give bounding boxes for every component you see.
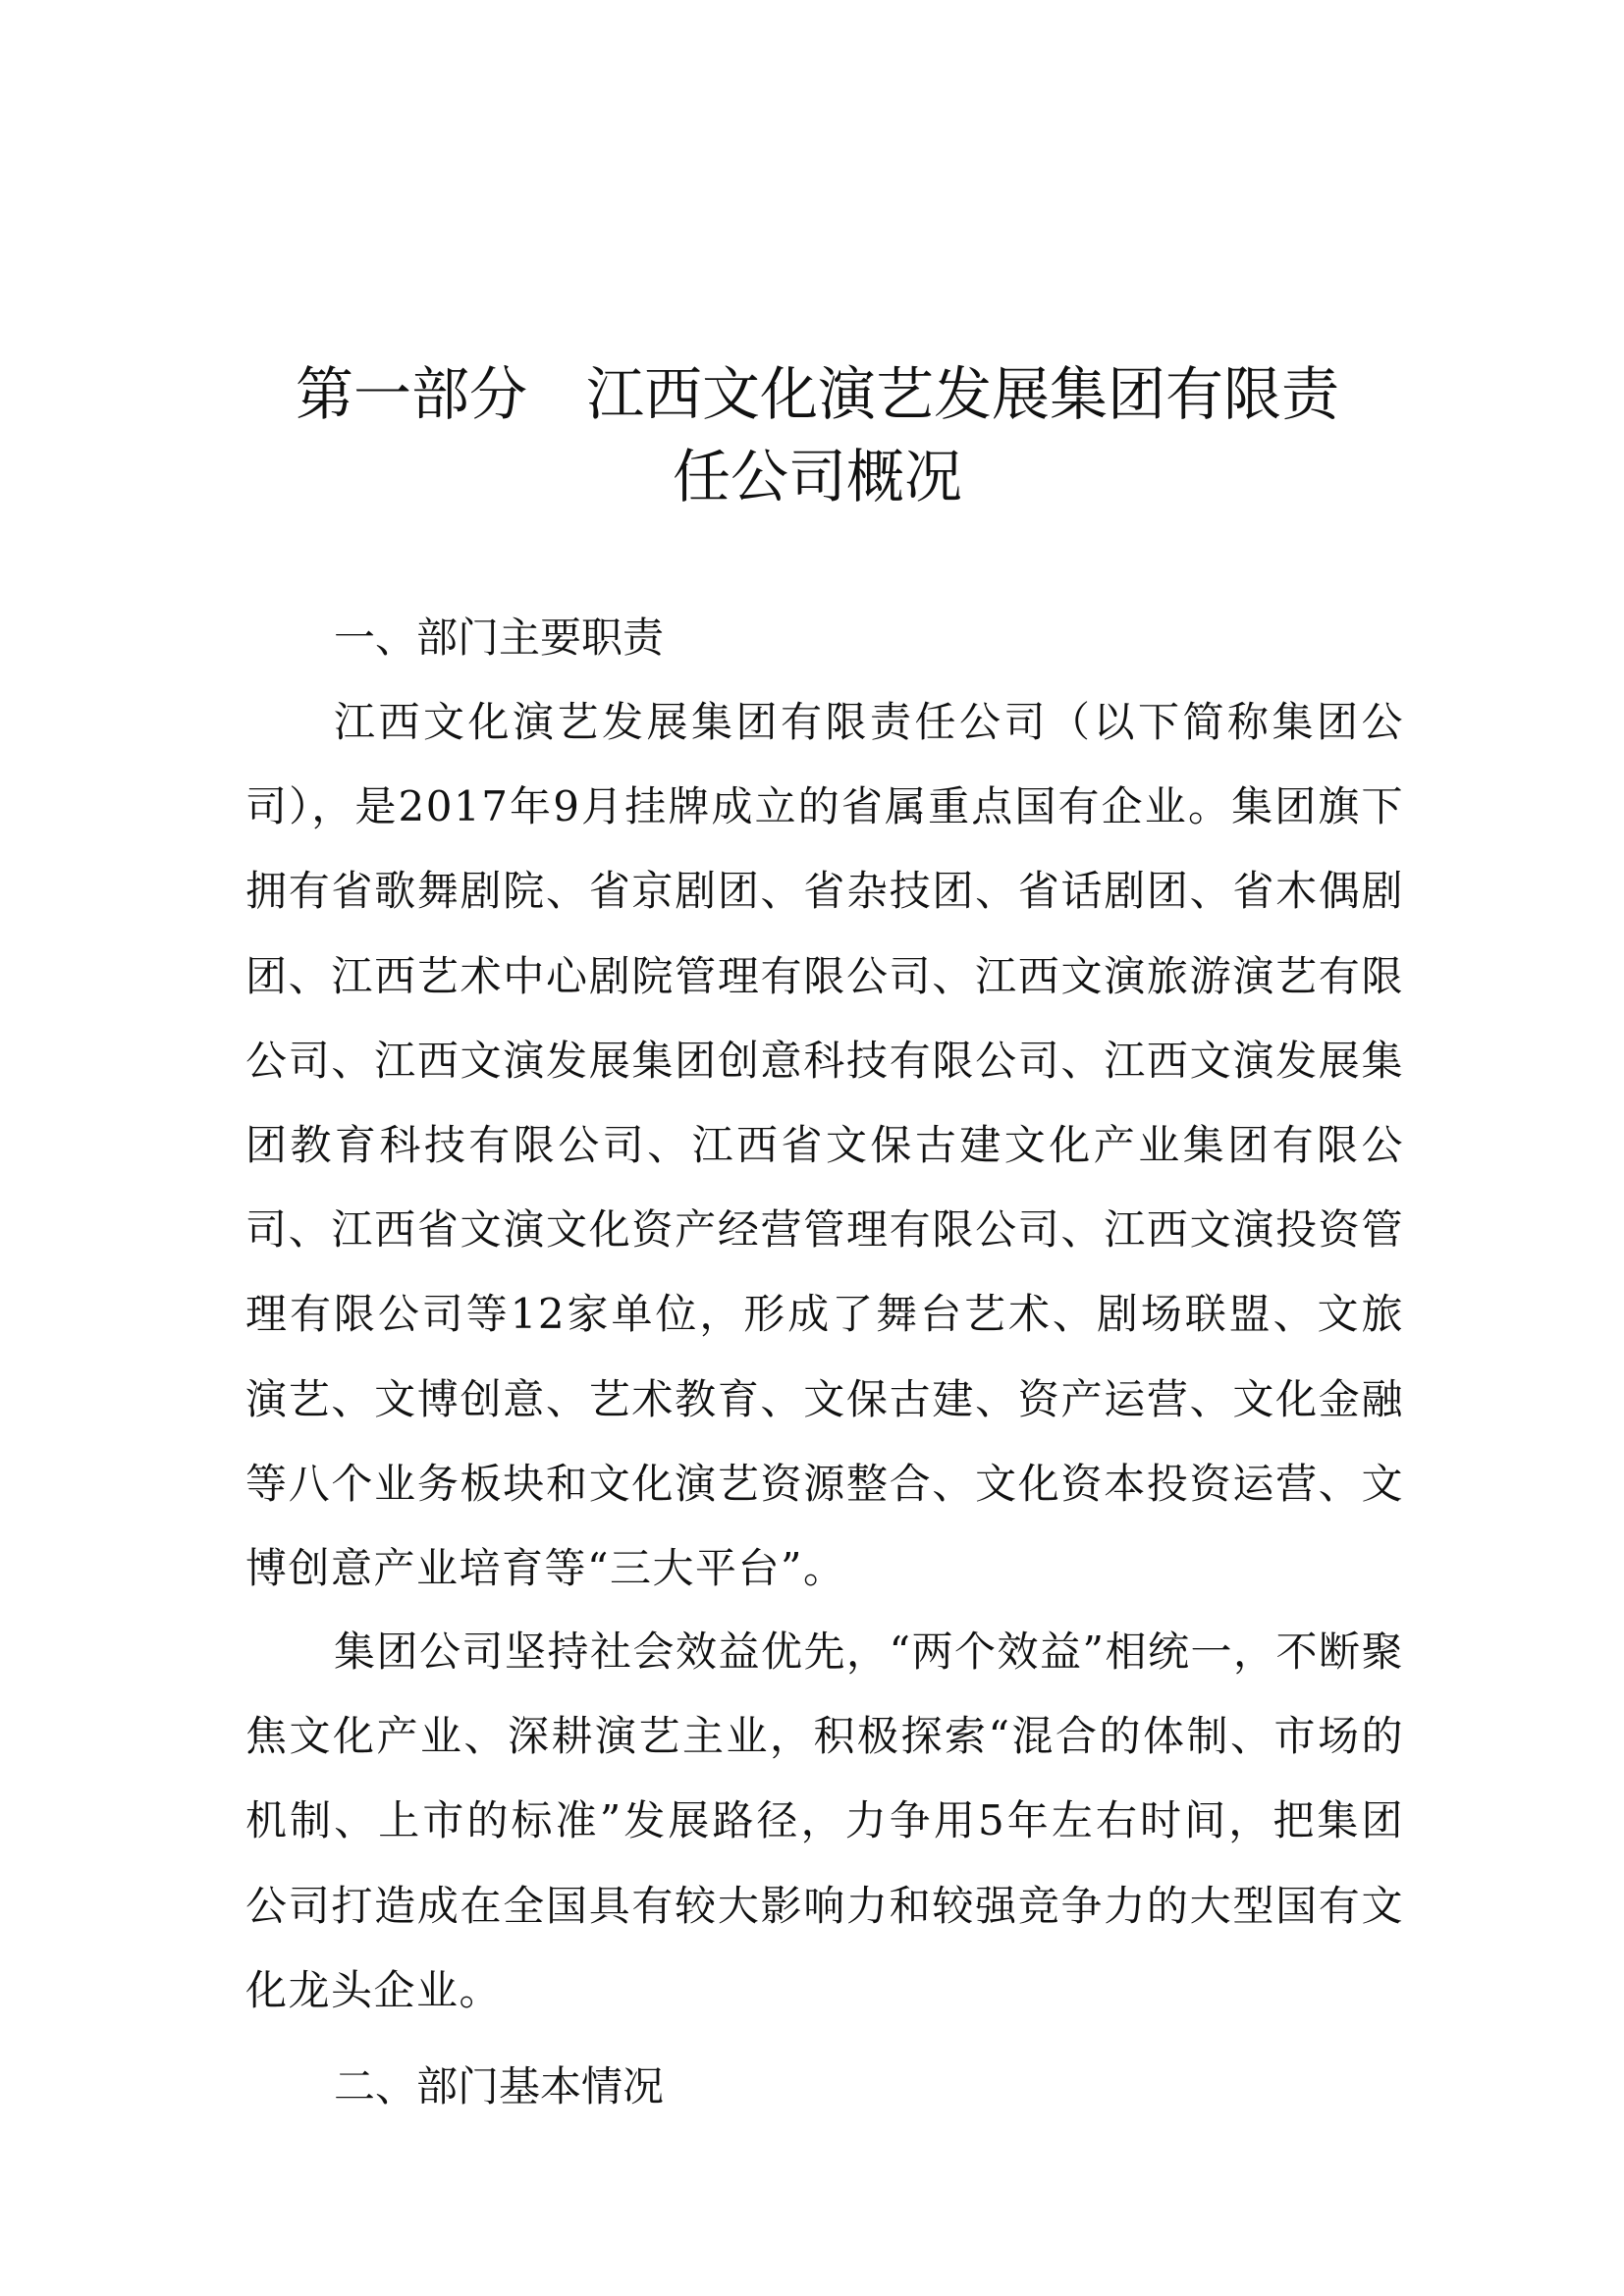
title-line-2: 任公司概况 <box>672 443 962 510</box>
title-line-1 <box>245 353 1389 436</box>
paragraph-group-strategy: 集团公司坚持社会效益优先，“两个效益”相统一，不断聚焦文化产业、深耕演艺主业，积极探索“混合的体制、市场的机制、上市的标准”发展路径，力争用5年左右时间，把集团公司打造成在全国具有较大影响力和较强竞争力的大型国有文化龙头企业。 <box>245 1628 1404 2014</box>
section-heading-basic-info: 二、部门基本情况 <box>334 2062 665 2110</box>
document-title <box>245 353 1389 518</box>
title-line-1-text: 江西文化演艺发展集团有限责 <box>586 360 1340 428</box>
paragraph-group-overview: 江西文化演艺发展集团有限责任公司（以下简称集团公司），是2017年9月挂牌成立的省属重点国有企业。集团旗下拥有省歌舞剧院、省京剧团、省杂技团、省话剧团、省木偶剧团、江西艺术中心剧院管理有限公司、江西文演旅游演艺有限公司、江西文演发展集团创意科技有限公司、江西文演发展集团教育科技有限公司、江西省文保古建文化产业集团有限公司、江西省文演文化资产经营管理有限公司、江西文演投资管理有限公司等12家单位，形成了舞台艺术、剧场联盟、文旅演艺、文博创意、艺术教育、文保古建、资产运营、文化金融等八个业务板块和文化演艺资源整合、文化资本投资运营、文博创意产业培育等“三大平台”。 <box>245 698 1404 1593</box>
section-heading-responsibilities: 一、部门主要职责 <box>334 614 665 662</box>
title-part-label: 第一部分 <box>295 360 527 428</box>
